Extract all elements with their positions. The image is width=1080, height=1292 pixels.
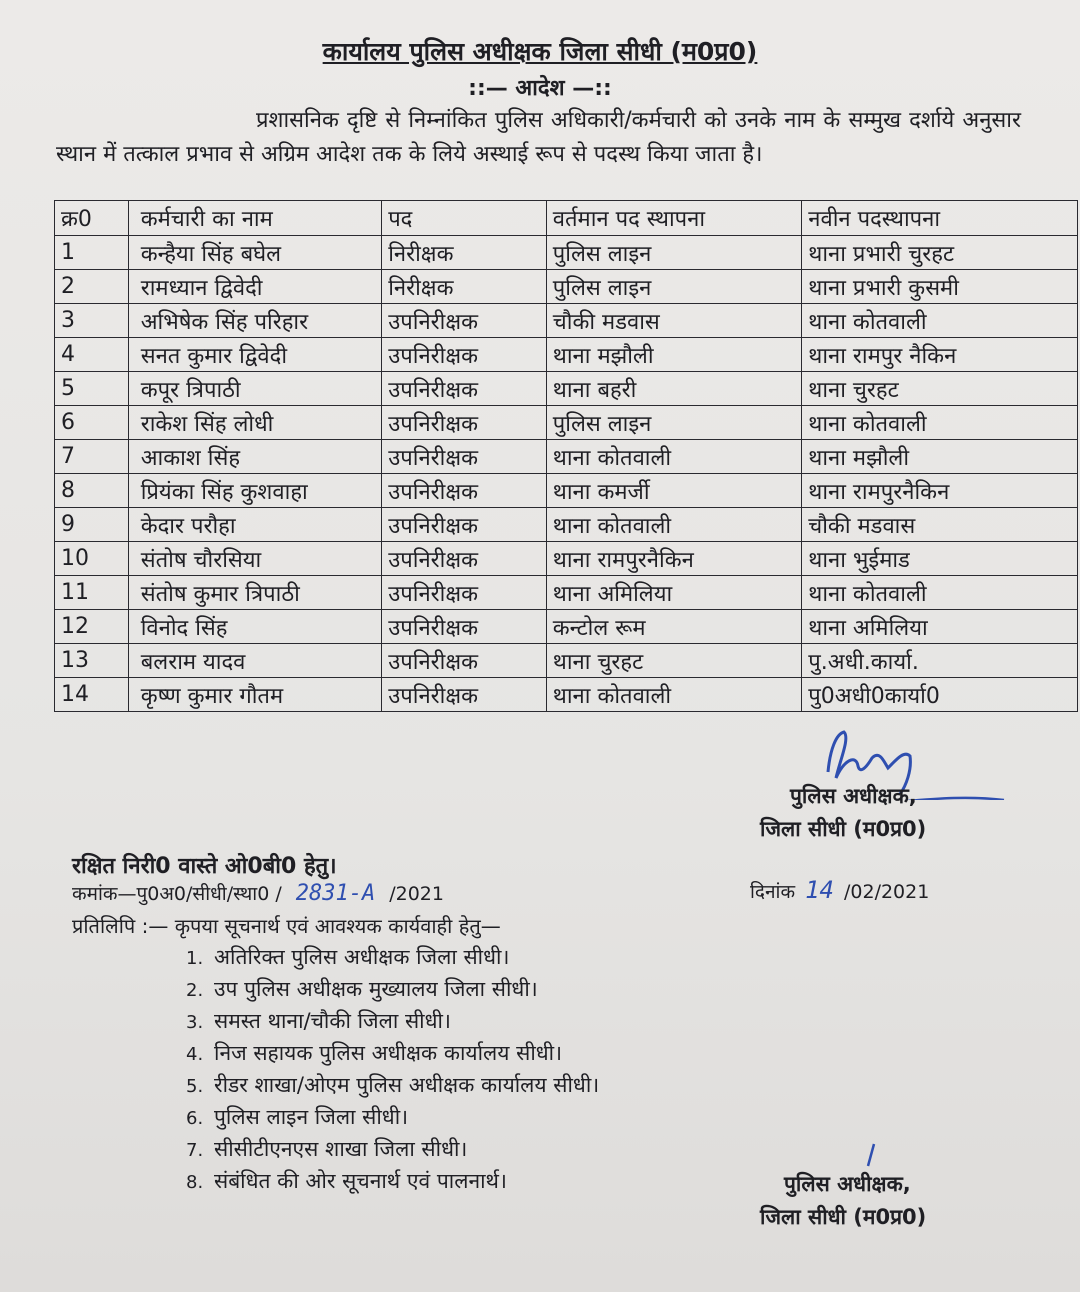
list-item-number: 1. bbox=[186, 948, 204, 969]
cell-serial: 13 bbox=[55, 644, 129, 678]
cell-new-posting: थाना कोतवाली bbox=[802, 576, 1078, 610]
cell-current-posting: चौकी मडवास bbox=[546, 304, 801, 338]
list-item-number: 7. bbox=[186, 1140, 204, 1161]
cell-current-posting: थाना कोतवाली bbox=[546, 678, 801, 712]
table-row bbox=[55, 610, 1078, 644]
col-header-post: पद bbox=[382, 201, 547, 236]
cell-name: संतोष कुमार त्रिपाठी bbox=[128, 576, 381, 610]
list-item-number: 5. bbox=[186, 1076, 204, 1097]
cell-name: रामध्यान द्विवेदी bbox=[128, 270, 381, 304]
cell-new-posting: चौकी मडवास bbox=[802, 508, 1078, 542]
cell-current-posting: थाना कमर्जी bbox=[546, 474, 801, 508]
col-header-name: कर्मचारी का नाम bbox=[128, 201, 381, 236]
list-item-text: सीसीटीएनएस शाखा जिला सीधी। bbox=[214, 1137, 468, 1161]
cell-new-posting: पु0अधी0कार्या0 bbox=[802, 678, 1078, 712]
cell-name: विनोद सिंह bbox=[128, 610, 381, 644]
table-row bbox=[55, 440, 1078, 474]
cell-post: उपनिरीक्षक bbox=[382, 304, 547, 338]
list-item bbox=[186, 1166, 599, 1198]
date-line bbox=[750, 876, 929, 904]
office-title: कार्यालय पुलिस अधीक्षक जिला सीधी (म0प्र0) bbox=[322, 37, 758, 66]
reference-handwritten-number: 2831-A bbox=[295, 881, 376, 906]
table-row bbox=[55, 474, 1078, 508]
cell-serial: 5 bbox=[55, 372, 129, 406]
table-row bbox=[55, 678, 1078, 712]
list-item-text: रीडर शाखा/ओएम पुलिस अधीक्षक कार्यालय सीधी। bbox=[214, 1073, 600, 1097]
cell-serial: 12 bbox=[55, 610, 129, 644]
list-item-text: निज सहायक पुलिस अधीक्षक कार्यालय सीधी। bbox=[214, 1041, 563, 1065]
list-item bbox=[186, 1134, 599, 1166]
list-item-number: 6. bbox=[186, 1108, 204, 1129]
col-header-new-posting: नवीन पदस्थापना bbox=[802, 201, 1078, 236]
table-row bbox=[55, 508, 1078, 542]
cell-serial: 7 bbox=[55, 440, 129, 474]
signature-block-bottom bbox=[760, 1168, 926, 1234]
table-row bbox=[55, 304, 1078, 338]
cell-name: प्रियंका सिंह कुशवाहा bbox=[128, 474, 381, 508]
cell-name: राकेश सिंह लोधी bbox=[128, 406, 381, 440]
cell-serial: 10 bbox=[55, 542, 129, 576]
cell-current-posting: थाना रामपुरनैकिन bbox=[546, 542, 801, 576]
order-heading: ::— आदेश —:: bbox=[468, 76, 612, 101]
table-row bbox=[55, 270, 1078, 304]
signature-district-bottom: जिला सीधी (म0प्र0) bbox=[760, 1205, 927, 1229]
cell-post: उपनिरीक्षक bbox=[382, 440, 547, 474]
cell-name: अभिषेक सिंह परिहार bbox=[128, 304, 381, 338]
cell-current-posting: पुलिस लाइन bbox=[546, 236, 801, 270]
reference-prefix: कमांक—पु0अ0/सीधी/स्था0 / bbox=[72, 883, 282, 905]
cell-serial: 4 bbox=[55, 338, 129, 372]
cell-post: उपनिरीक्षक bbox=[382, 542, 547, 576]
list-item bbox=[186, 974, 599, 1006]
cell-name: बलराम यादव bbox=[128, 644, 381, 678]
cell-current-posting: पुलिस लाइन bbox=[546, 270, 801, 304]
table-header-row bbox=[55, 201, 1078, 236]
reference-number-line bbox=[72, 880, 444, 906]
cell-new-posting: थाना रामपुरनैकिन bbox=[802, 474, 1078, 508]
cell-current-posting: थाना अमिलिया bbox=[546, 576, 801, 610]
list-item bbox=[186, 1102, 599, 1134]
cell-post: उपनिरीक्षक bbox=[382, 372, 547, 406]
transfer-table bbox=[54, 200, 1078, 712]
cell-post: उपनिरीक्षक bbox=[382, 678, 547, 712]
reference-year: /2021 bbox=[389, 883, 444, 905]
table-row bbox=[55, 338, 1078, 372]
cell-new-posting: थाना भुईमाड bbox=[802, 542, 1078, 576]
cell-new-posting: थाना अमिलिया bbox=[802, 610, 1078, 644]
table-row bbox=[55, 576, 1078, 610]
cell-post: उपनिरीक्षक bbox=[382, 474, 547, 508]
cell-name: कन्हैया सिंह बघेल bbox=[128, 236, 381, 270]
list-item-text: अतिरिक्त पुलिस अधीक्षक जिला सीधी। bbox=[214, 945, 510, 969]
list-item bbox=[186, 1038, 599, 1070]
cell-current-posting: कन्टोल रूम bbox=[546, 610, 801, 644]
cell-post: उपनिरीक्षक bbox=[382, 508, 547, 542]
cell-serial: 14 bbox=[55, 678, 129, 712]
list-item-text: पुलिस लाइन जिला सीधी। bbox=[214, 1105, 409, 1129]
order-intro-paragraph: प्रशासनिक दृष्टि से निम्नांकित पुलिस अधिकारी/कर्मचारी को उनके नाम के सम्मुख दर्शाये अनुसार स्थान में तत्काल प्रभाव से अग्रिम आदेश तक के लिये अस्थाई रूप से पदस्थ किया जाता है। bbox=[56, 108, 1021, 167]
cell-post: उपनिरीक्षक bbox=[382, 644, 547, 678]
cell-name: केदार परौहा bbox=[128, 508, 381, 542]
cell-serial: 11 bbox=[55, 576, 129, 610]
list-item bbox=[186, 1070, 599, 1102]
list-item-number: 4. bbox=[186, 1044, 204, 1065]
list-item-text: संबंधित की ओर सूचनार्थ एवं पालनार्थ। bbox=[214, 1169, 507, 1193]
cell-current-posting: थाना बहरी bbox=[546, 372, 801, 406]
copy-to-list bbox=[186, 942, 599, 1198]
cell-current-posting: थाना चुरहट bbox=[546, 644, 801, 678]
copy-to-heading: प्रतिलिपि :— कृपया सूचनार्थ एवं आवश्यक कार्यवाही हेतु— bbox=[72, 914, 501, 938]
list-item-text: उप पुलिस अधीक्षक मुख्यालय जिला सीधी। bbox=[214, 977, 538, 1001]
cell-post: निरीक्षक bbox=[382, 270, 547, 304]
cell-serial: 2 bbox=[55, 270, 129, 304]
signature-district: जिला सीधी (म0प्र0) bbox=[760, 817, 927, 841]
cell-new-posting: पु.अधी.कार्या. bbox=[802, 644, 1078, 678]
list-item-number: 8. bbox=[186, 1172, 204, 1193]
cell-current-posting: पुलिस लाइन bbox=[546, 406, 801, 440]
table-row bbox=[55, 644, 1078, 678]
cell-current-posting: थाना कोतवाली bbox=[546, 508, 801, 542]
cell-new-posting: थाना प्रभारी चुरहट bbox=[802, 236, 1078, 270]
table-row bbox=[55, 406, 1078, 440]
cell-new-posting: थाना कोतवाली bbox=[802, 406, 1078, 440]
cell-name: सनत कुमार द्विवेदी bbox=[128, 338, 381, 372]
cell-post: उपनिरीक्षक bbox=[382, 610, 547, 644]
table-row bbox=[55, 236, 1078, 270]
signature-title-bottom: पुलिस अधीक्षक, bbox=[784, 1172, 911, 1196]
cell-post: उपनिरीक्षक bbox=[382, 576, 547, 610]
table-row bbox=[55, 542, 1078, 576]
cell-new-posting: थाना रामपुर नैकिन bbox=[802, 338, 1078, 372]
cell-serial: 8 bbox=[55, 474, 129, 508]
cell-name: संतोष चौरसिया bbox=[128, 542, 381, 576]
signature-block-top bbox=[760, 780, 926, 846]
tick-mark-icon bbox=[860, 1142, 880, 1170]
cell-new-posting: थाना मझौली bbox=[802, 440, 1078, 474]
cell-current-posting: थाना कोतवाली bbox=[546, 440, 801, 474]
reserve-inspector-note: रक्षित निरी0 वास्ते ओ0बी0 हेतु। bbox=[72, 854, 337, 879]
date-handwritten-day: 14 bbox=[805, 876, 834, 904]
cell-post: निरीक्षक bbox=[382, 236, 547, 270]
date-label: दिनांक bbox=[750, 881, 796, 903]
cell-name: आकाश सिंह bbox=[128, 440, 381, 474]
cell-serial: 1 bbox=[55, 236, 129, 270]
table-row bbox=[55, 372, 1078, 406]
cell-post: उपनिरीक्षक bbox=[382, 406, 547, 440]
cell-new-posting: थाना चुरहट bbox=[802, 372, 1078, 406]
list-item bbox=[186, 942, 599, 974]
col-header-serial: क्र0 bbox=[55, 201, 129, 236]
cell-name: कपूर त्रिपाठी bbox=[128, 372, 381, 406]
list-item-number: 3. bbox=[186, 1012, 204, 1033]
signature-title: पुलिस अधीक्षक, bbox=[790, 784, 917, 808]
cell-serial: 3 bbox=[55, 304, 129, 338]
cell-name: कृष्ण कुमार गौतम bbox=[128, 678, 381, 712]
cell-serial: 9 bbox=[55, 508, 129, 542]
cell-new-posting: थाना कोतवाली bbox=[802, 304, 1078, 338]
list-item-number: 2. bbox=[186, 980, 204, 1001]
date-rest: /02/2021 bbox=[843, 881, 930, 903]
cell-current-posting: थाना मझौली bbox=[546, 338, 801, 372]
col-header-current-posting: वर्तमान पद स्थापना bbox=[546, 201, 801, 236]
cell-serial: 6 bbox=[55, 406, 129, 440]
list-item-text: समस्त थाना/चौकी जिला सीधी। bbox=[214, 1009, 451, 1033]
cell-new-posting: थाना प्रभारी कुसमी bbox=[802, 270, 1078, 304]
cell-post: उपनिरीक्षक bbox=[382, 338, 547, 372]
list-item bbox=[186, 1006, 599, 1038]
